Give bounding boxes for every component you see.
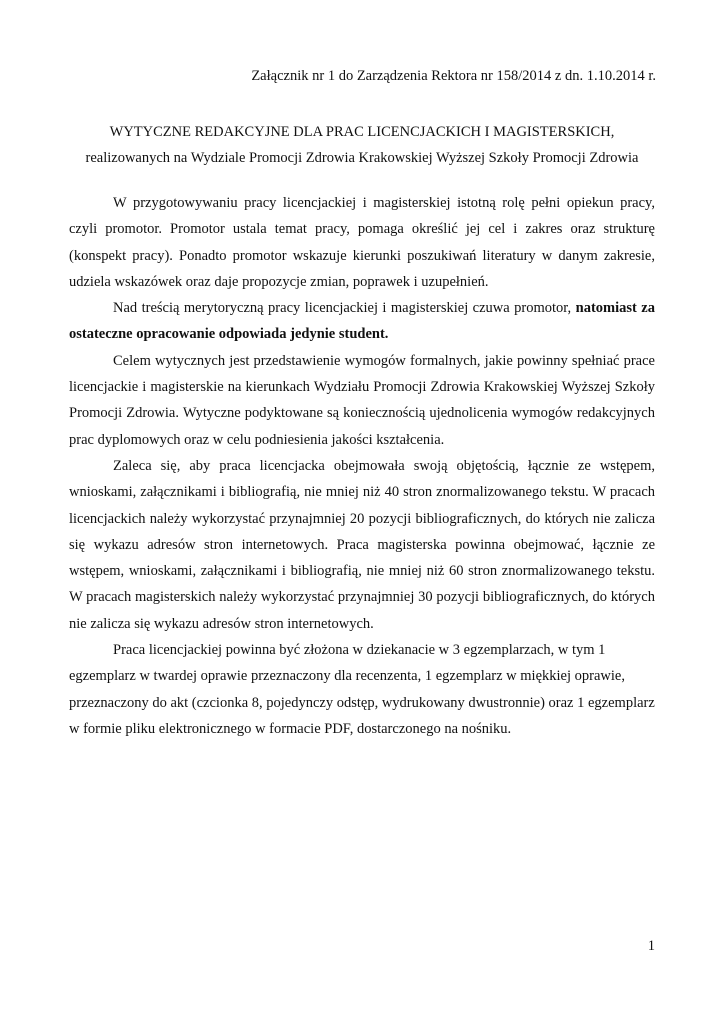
title-line-main: WYTYCZNE REDAKCYJNE DLA PRAC LICENCJACKICH I MAGISTERSKICH, xyxy=(109,124,615,140)
paragraph-purpose: Celem wytycznych jest przedstawienie wymogów formalnych, jakie powinny spełniać prace licencjackie i magisterskie na kierunkach Wydziału Promocji Zdrowia Krakowskiej Wyższej Szkoły Promocji Zdrowia. Wytyczne podyktowane są koniecznością ujednolicenia wymogów redakcyjnych prac dyplomowych oraz w celu podniesienia jakości kształcenia. xyxy=(69,352,655,448)
paragraph-supervisor-role: W przygotowywaniu pracy licencjackiej i magisterskiej istotną rolę pełni opiekun pracy, czyli promotor. Promotor ustala temat pracy, pomaga określić jej cel i zakres oraz strukturę (konspekt pracy). Ponadto promotor wskazuje kierunki poszukiwań literatury w danym zakresie, udziela wskazówek oraz daje propozycje zmian, poprawek i uzupełnień. xyxy=(69,195,655,290)
paragraph-responsibility xyxy=(69,295,655,348)
annex-reference: Załącznik nr 1 do Zarządzenia Rektora nr 158/2014 z dn. 1.10.2014 r. xyxy=(251,68,656,84)
paragraph-length-requirements: Zaleca się, aby praca licencjacka obejmowała swoją objętością, łącznie ze wstępem, wnioskami, załącznikami i bibliografią, nie mniej niż 40 stron znormalizowanego tekstu. W pracach licencjackich należy wykorzystać przynajmniej 20 pozycji bibliograficznych, do których nie zalicza się wykazu adresów stron internetowych. Praca magisterska powinna obejmować, łącznie ze wstępem, wnioskami, załącznikami i bibliografią, nie mniej niż 60 stron znormalizowanego tekstu. W pracach magisterskich należy wykorzystać przynajmniej 30 pozycji bibliograficznych, do których nie zalicza się wykazu adresów stron internetowych. xyxy=(69,457,655,632)
document-body xyxy=(69,190,655,742)
paragraph-submission: Praca licencjackiej powinna być złożona w dziekanacie w 3 egzemplarzach, w tym 1 egzemplarz w twardej oprawie przeznaczony dla recenzenta, 1 egzemplarz w miękkiej oprawie, przeznaczony do akt (czcionka 8, pojedynczy odstęp, wydrukowany dwustronnie) oraz 1 egzemplarz w formie pliku elektronicznego w formacie PDF, dostarczonego na nośniku. xyxy=(69,642,655,737)
page-number: 1 xyxy=(647,938,655,954)
document-title xyxy=(40,119,684,171)
paragraph-responsibility-text: Nad treścią merytoryczną pracy licencjackiej i magisterskiej czuwa promotor, xyxy=(113,300,576,317)
paragraph-responsibility-emphasis: natomiast za ostateczne opracowanie odpowiada jedynie student. xyxy=(69,300,655,343)
title-line-subtitle: realizowanych na Wydziale Promocji Zdrowia Krakowskiej Wyższej Szkoły Promocji Zdrowia xyxy=(85,150,639,166)
